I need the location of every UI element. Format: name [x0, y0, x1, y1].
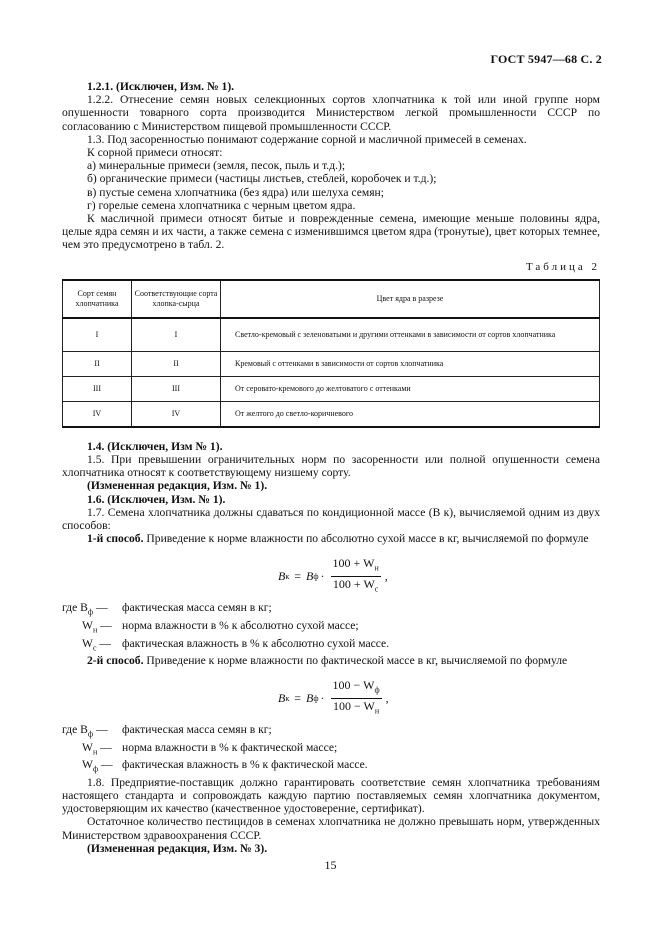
def-label: W [82, 758, 93, 772]
sorn-intro: К сорной примеси относят: [87, 146, 223, 160]
method-2-text: Приведение к норме влажности по фактической массе в кг, вычисляемой по формуле [146, 654, 568, 668]
table-header-raw-grade: Соответствующие сорта хлопка-сырца [132, 280, 221, 318]
table-cell: II [63, 351, 132, 376]
def-label: где B [62, 723, 88, 737]
formula-1-fraction [331, 557, 381, 595]
paragraph-1-2-2: 1.2.2. Отнесение семян новых селекционных сортов хлопчатника к той или иной группе норм опушенности товарного сорта производится Министерством легкой промышленности СССР по согласованию с Министерством пищевой промышленности СССР. [62, 93, 600, 133]
def-dash: — [97, 618, 112, 632]
method-1 [62, 532, 600, 545]
def-sub: с [92, 642, 97, 652]
formula-2-lhs-sub: к [285, 693, 290, 703]
table-row [63, 318, 600, 352]
method-1-title: 1-й способ. [87, 532, 144, 546]
def-sub: н [92, 747, 98, 757]
def-dash: — [98, 758, 113, 772]
def-text: норма влажности в % к абсолютно сухой массе; [122, 618, 359, 632]
def-dash: — [96, 636, 112, 650]
formula-2-den-sub: н [374, 706, 380, 716]
formula-2-b-sub: ф [313, 693, 319, 703]
formula-1-lhs-sub: к [285, 571, 290, 581]
definition-row [62, 619, 600, 637]
sorn-item-a: а) минеральные примеси (земля, песок, пыль и т.д.); [87, 159, 346, 173]
def-label: W [82, 740, 93, 754]
paragraph-1-4: 1.4. (Исключен, Изм № 1). [87, 439, 223, 453]
formula-1-num: 100 + W [332, 556, 375, 571]
table-cell: I [132, 318, 221, 352]
formula-2-tail: , [385, 690, 389, 705]
definitions-2 [62, 723, 600, 776]
page-content [62, 80, 600, 855]
definition-row [62, 741, 600, 759]
definition-row [62, 601, 600, 619]
pesticides-paragraph: Остаточное количество пестицидов в семенах хлопчатника не должно превышать норм, утвержденных Министерством здравоохранения СССР. [62, 815, 600, 842]
definition-row [62, 723, 600, 741]
table-row [63, 376, 600, 401]
sorn-item-v: в) пустые семена хлопчатника (без ядра) или шелуха семян; [87, 185, 384, 199]
table-cell: От желтого до светло-коричневого [221, 401, 600, 427]
table-caption: Таблица 2 [525, 260, 600, 273]
def-label: где B [62, 601, 88, 615]
sorn-item-b: б) органические примеси (частицы листьев, стеблей, коробочек и т.д.); [87, 172, 437, 186]
page-header: ГОСТ 5947—68 С. 2 [490, 52, 602, 66]
def-sub: н [92, 625, 98, 635]
definition-row [62, 758, 600, 776]
def-dash: — [97, 740, 112, 754]
table-row [63, 401, 600, 427]
definition-row [62, 637, 600, 655]
def-sub: ф [87, 607, 94, 617]
def-dash: — [93, 601, 108, 615]
formula-2-b: B [306, 690, 314, 705]
table-cell: Светло-кремовый с зеленоватыми и другими оттенками в зависимости от сортов хлопчатника [221, 318, 600, 352]
definitions-1 [62, 601, 600, 654]
formula-1: B к = B ф · $\frac{100 + W_н}{100 + W_с}$ , [62, 551, 600, 595]
method-1-text: Приведение к норме влажности по абсолютно сухой массе в кг, вычисляемой по формуле [146, 532, 589, 546]
formula-1-eq: = [294, 568, 302, 583]
def-label: W [82, 618, 93, 632]
def-text: фактическая влажность в % к фактической массе. [122, 758, 368, 772]
table-row [63, 351, 600, 376]
paragraph-1-5-note: (Измененная редакция, Изм. № 1). [87, 479, 268, 493]
method-2-title: 2-й способ. [87, 654, 144, 668]
formula-1-lhs: B [278, 568, 286, 583]
def-text: фактическая масса семян в кг; [122, 723, 272, 737]
def-sub: ф [92, 764, 99, 774]
paragraph-1-2-1-text: 1.2.1. (Исключен, Изм. № 1). [87, 80, 235, 93]
paragraph-1-8: 1.8. Предприятие-поставщик должно гарантировать соответствие семян хлопчатника требованиям настоящего стандарта и сопровождать каждую партию поставляемых семян хлопчатника документом, удостоверяющим их качество (качественное удостоверение, сертификат). [62, 775, 600, 816]
def-sub: ф [87, 729, 94, 739]
table-cell: Кремовый с оттенками в зависимости от сортов хлопчатника [221, 351, 600, 376]
table-cell: IV [132, 401, 221, 427]
formula-1-b: B [306, 568, 314, 583]
formula-1-b-sub: ф [313, 571, 319, 581]
def-text: фактическая влажность в % к абсолютно сухой массе. [122, 636, 390, 650]
formula-1-den: 100 + W [332, 577, 375, 592]
def-dash: — [93, 723, 108, 737]
paragraph-1-2-1 [62, 80, 600, 93]
page-number: 15 [324, 858, 337, 872]
final-note: (Измененная редакция, Изм. № 3). [87, 841, 268, 855]
table-cell: III [132, 376, 221, 401]
def-text: фактическая масса семян в кг; [122, 601, 272, 615]
def-label: W [82, 636, 93, 650]
formula-2-eq: = [294, 690, 302, 705]
paragraph-1-7: 1.7. Семена хлопчатника должны сдаваться по кондиционной массе (B к), вычисляемой одним из двух способов: [62, 505, 600, 533]
paragraph-1-6: 1.6. (Исключен, Изм. № 1). [87, 492, 226, 506]
formula-2: B к = B ф · $\frac{100 - W_ф}{100 - W_н}$ , [62, 673, 600, 717]
def-text: норма влажности в % к фактической массе; [122, 740, 338, 754]
formula-1-den-sub: с [374, 584, 379, 594]
table-header-color: Цвет ядра в разрезе [221, 280, 600, 318]
table-cell: От серовато-кремового до желтоватого с оттенками [221, 376, 600, 401]
formula-2-den: 100 − W [333, 698, 375, 713]
table-cell: II [132, 351, 221, 376]
paragraph-1-3: 1.3. Под засоренностью понимают содержание сорной и масличной примесей в семенах. [87, 132, 527, 146]
table-cell: III [63, 376, 132, 401]
masl-paragraph: К масличной примеси относят битые и поврежденные семена, имеющие меньше половины ядра, целые ядра семян и их части, а также семена с изменившимся цветом ядра (тронутые), цвет которых темнее, чем это предусмотрено в табл. 2. [62, 212, 600, 252]
table-cell: IV [63, 401, 132, 427]
table-header-grade: Сорт семян хлопчатника [63, 280, 132, 318]
formula-2-lhs: B [278, 690, 286, 705]
sorn-list [62, 146, 600, 212]
formula-1-tail: , [384, 568, 388, 583]
formula-2-num: 100 − W [332, 678, 375, 693]
formula-2-num-sub: ф [374, 685, 380, 695]
table-cell: I [63, 318, 132, 352]
sorn-item-g: г) горелые семена хлопчатника с черным цветом ядра. [87, 198, 356, 212]
paragraph-1-5: 1.5. При превышении ограничительных норм по засоренности или полной опушенности семена хлопчатника относят к соответствующему низшему сорту. [62, 453, 600, 480]
kernel-color-table [62, 279, 600, 428]
formula-2-fraction [331, 679, 382, 717]
method-2 [62, 654, 600, 667]
formula-1-num-sub: н [374, 563, 379, 573]
